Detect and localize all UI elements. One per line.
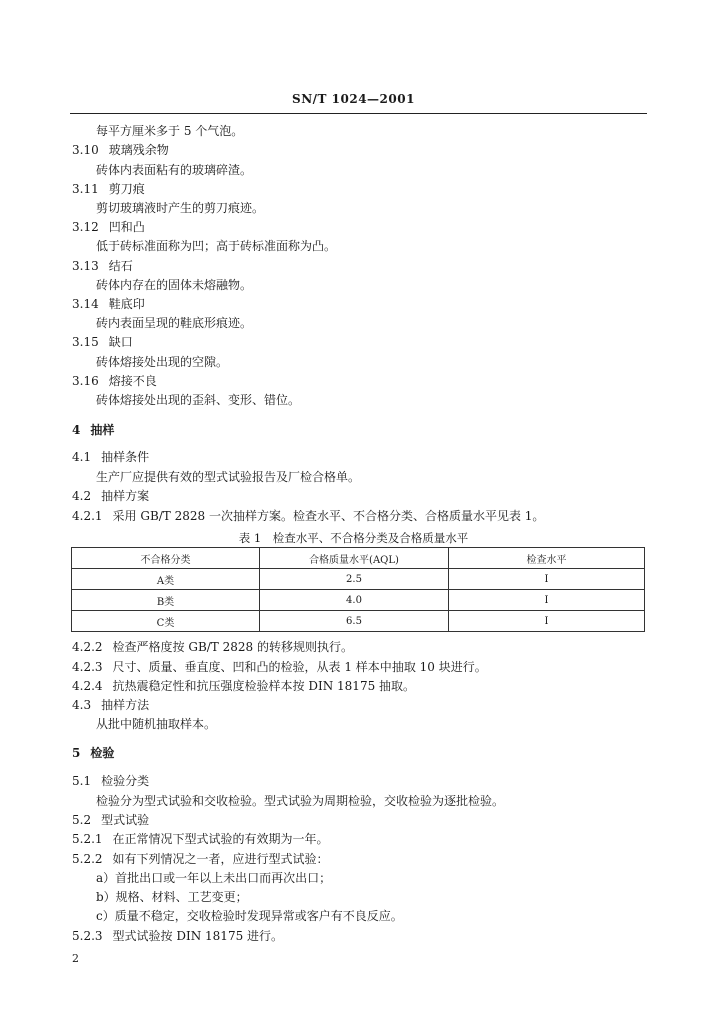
- table-cell: Ⅰ: [449, 569, 645, 590]
- list-item-b: b）规格、材料、工艺变更；: [96, 890, 248, 904]
- definition-text: 剪切玻璃液时产生的剪刀痕迹。: [96, 201, 265, 215]
- definition-text: 砖内表面呈现的鞋底形痕迹。: [96, 316, 253, 330]
- definition-text: 砖体内存在的固体未熔融物。: [96, 278, 253, 292]
- table-cell: C类: [72, 611, 260, 632]
- table-row: [72, 590, 645, 611]
- clause-5-1: 5.1 检验分类: [72, 774, 150, 788]
- table-cell: 6.5: [260, 611, 449, 632]
- clause-text: 生产厂应提供有效的型式试验报告及厂检合格单。: [96, 470, 361, 484]
- clause-4-2: 4.2 抽样方案: [72, 489, 150, 503]
- clause-3-10: 3.10 玻璃残余物: [72, 143, 169, 157]
- definition-text: 砖体熔接处出现的歪斜、变形、错位。: [96, 393, 301, 407]
- definition-text: 每平方厘米多于 5 个气泡。: [96, 124, 244, 138]
- list-item-a: a）首批出口或一年以上未出口而再次出口；: [96, 871, 332, 885]
- table-cell: Ⅰ: [449, 590, 645, 611]
- clause-3-11: 3.11 剪刀痕: [72, 182, 145, 196]
- table-header-row: [72, 548, 645, 569]
- section-5-heading: 5 检验: [72, 746, 115, 760]
- table-header-cell: 合格质量水平(AQL): [260, 548, 449, 569]
- table-row: [72, 611, 645, 632]
- table-cell: B类: [72, 590, 260, 611]
- clause-3-16: 3.16 熔接不良: [72, 374, 157, 388]
- table-cell: Ⅰ: [449, 611, 645, 632]
- clause-5-2-3: 5.2.3 型式试验按 DIN 18175 进行。: [72, 929, 284, 943]
- table-1: [71, 547, 645, 632]
- clause-5-2: 5.2 型式试验: [72, 813, 150, 827]
- table-1-caption: 表 1 检查水平、不合格分类及合格质量水平: [238, 531, 469, 545]
- header-rule: [70, 113, 647, 114]
- definition-text: 砖体熔接处出现的空隙。: [96, 355, 229, 369]
- section-4-heading: 4 抽样: [72, 423, 115, 437]
- clause-3-14: 3.14 鞋底印: [72, 297, 145, 311]
- clause-4-2-3: 4.2.3 尺寸、质量、垂直度、凹和凸的检验，从表 1 样本中抽取 10 块进行。: [72, 660, 487, 674]
- definition-text: 砖体内表面粘有的玻璃碎渣。: [96, 163, 253, 177]
- clause-4-2-4: 4.2.4 抗热震稳定性和抗压强度检验样本按 DIN 18175 抽取。: [72, 679, 416, 693]
- table-header-cell: 不合格分类: [72, 548, 260, 569]
- list-item-c: c）质量不稳定，交收检验时发现异常或客户有不良反应。: [96, 909, 403, 923]
- clause-3-13: 3.13 结石: [72, 259, 133, 273]
- table-cell: 2.5: [260, 569, 449, 590]
- clause-4-2-1: 4.2.1 采用 GB/T 2828 一次抽样方案。检查水平、不合格分类、合格质量水平见表 1。: [72, 509, 545, 523]
- table-cell: 4.0: [260, 590, 449, 611]
- clause-4-3: 4.3 抽样方法: [72, 698, 150, 712]
- clause-text: 检验分为型式试验和交收检验。型式试验为周期检验，交收检验为逐批检验。: [96, 794, 505, 808]
- table-cell: A类: [72, 569, 260, 590]
- clause-4-2-2: 4.2.2 检查严格度按 GB/T 2828 的转移规则执行。: [72, 640, 353, 654]
- clause-4-1: 4.1 抽样条件: [72, 450, 150, 464]
- table-header-cell: 检查水平: [449, 548, 645, 569]
- clause-5-2-2: 5.2.2 如有下列情况之一者，应进行型式试验：: [72, 852, 329, 866]
- clause-3-12: 3.12 凹和凸: [72, 220, 145, 234]
- clause-3-15: 3.15 缺口: [72, 335, 133, 349]
- page-number: 2: [72, 952, 79, 965]
- table-row: [72, 569, 645, 590]
- clause-text: 从批中随机抽取样本。: [96, 717, 217, 731]
- definition-text: 低于砖标准面称为凹；高于砖标准面称为凸。: [96, 239, 337, 253]
- clause-5-2-1: 5.2.1 在正常情况下型式试验的有效期为一年。: [72, 832, 329, 846]
- standard-code-header: SN/T 1024—2001: [292, 92, 415, 106]
